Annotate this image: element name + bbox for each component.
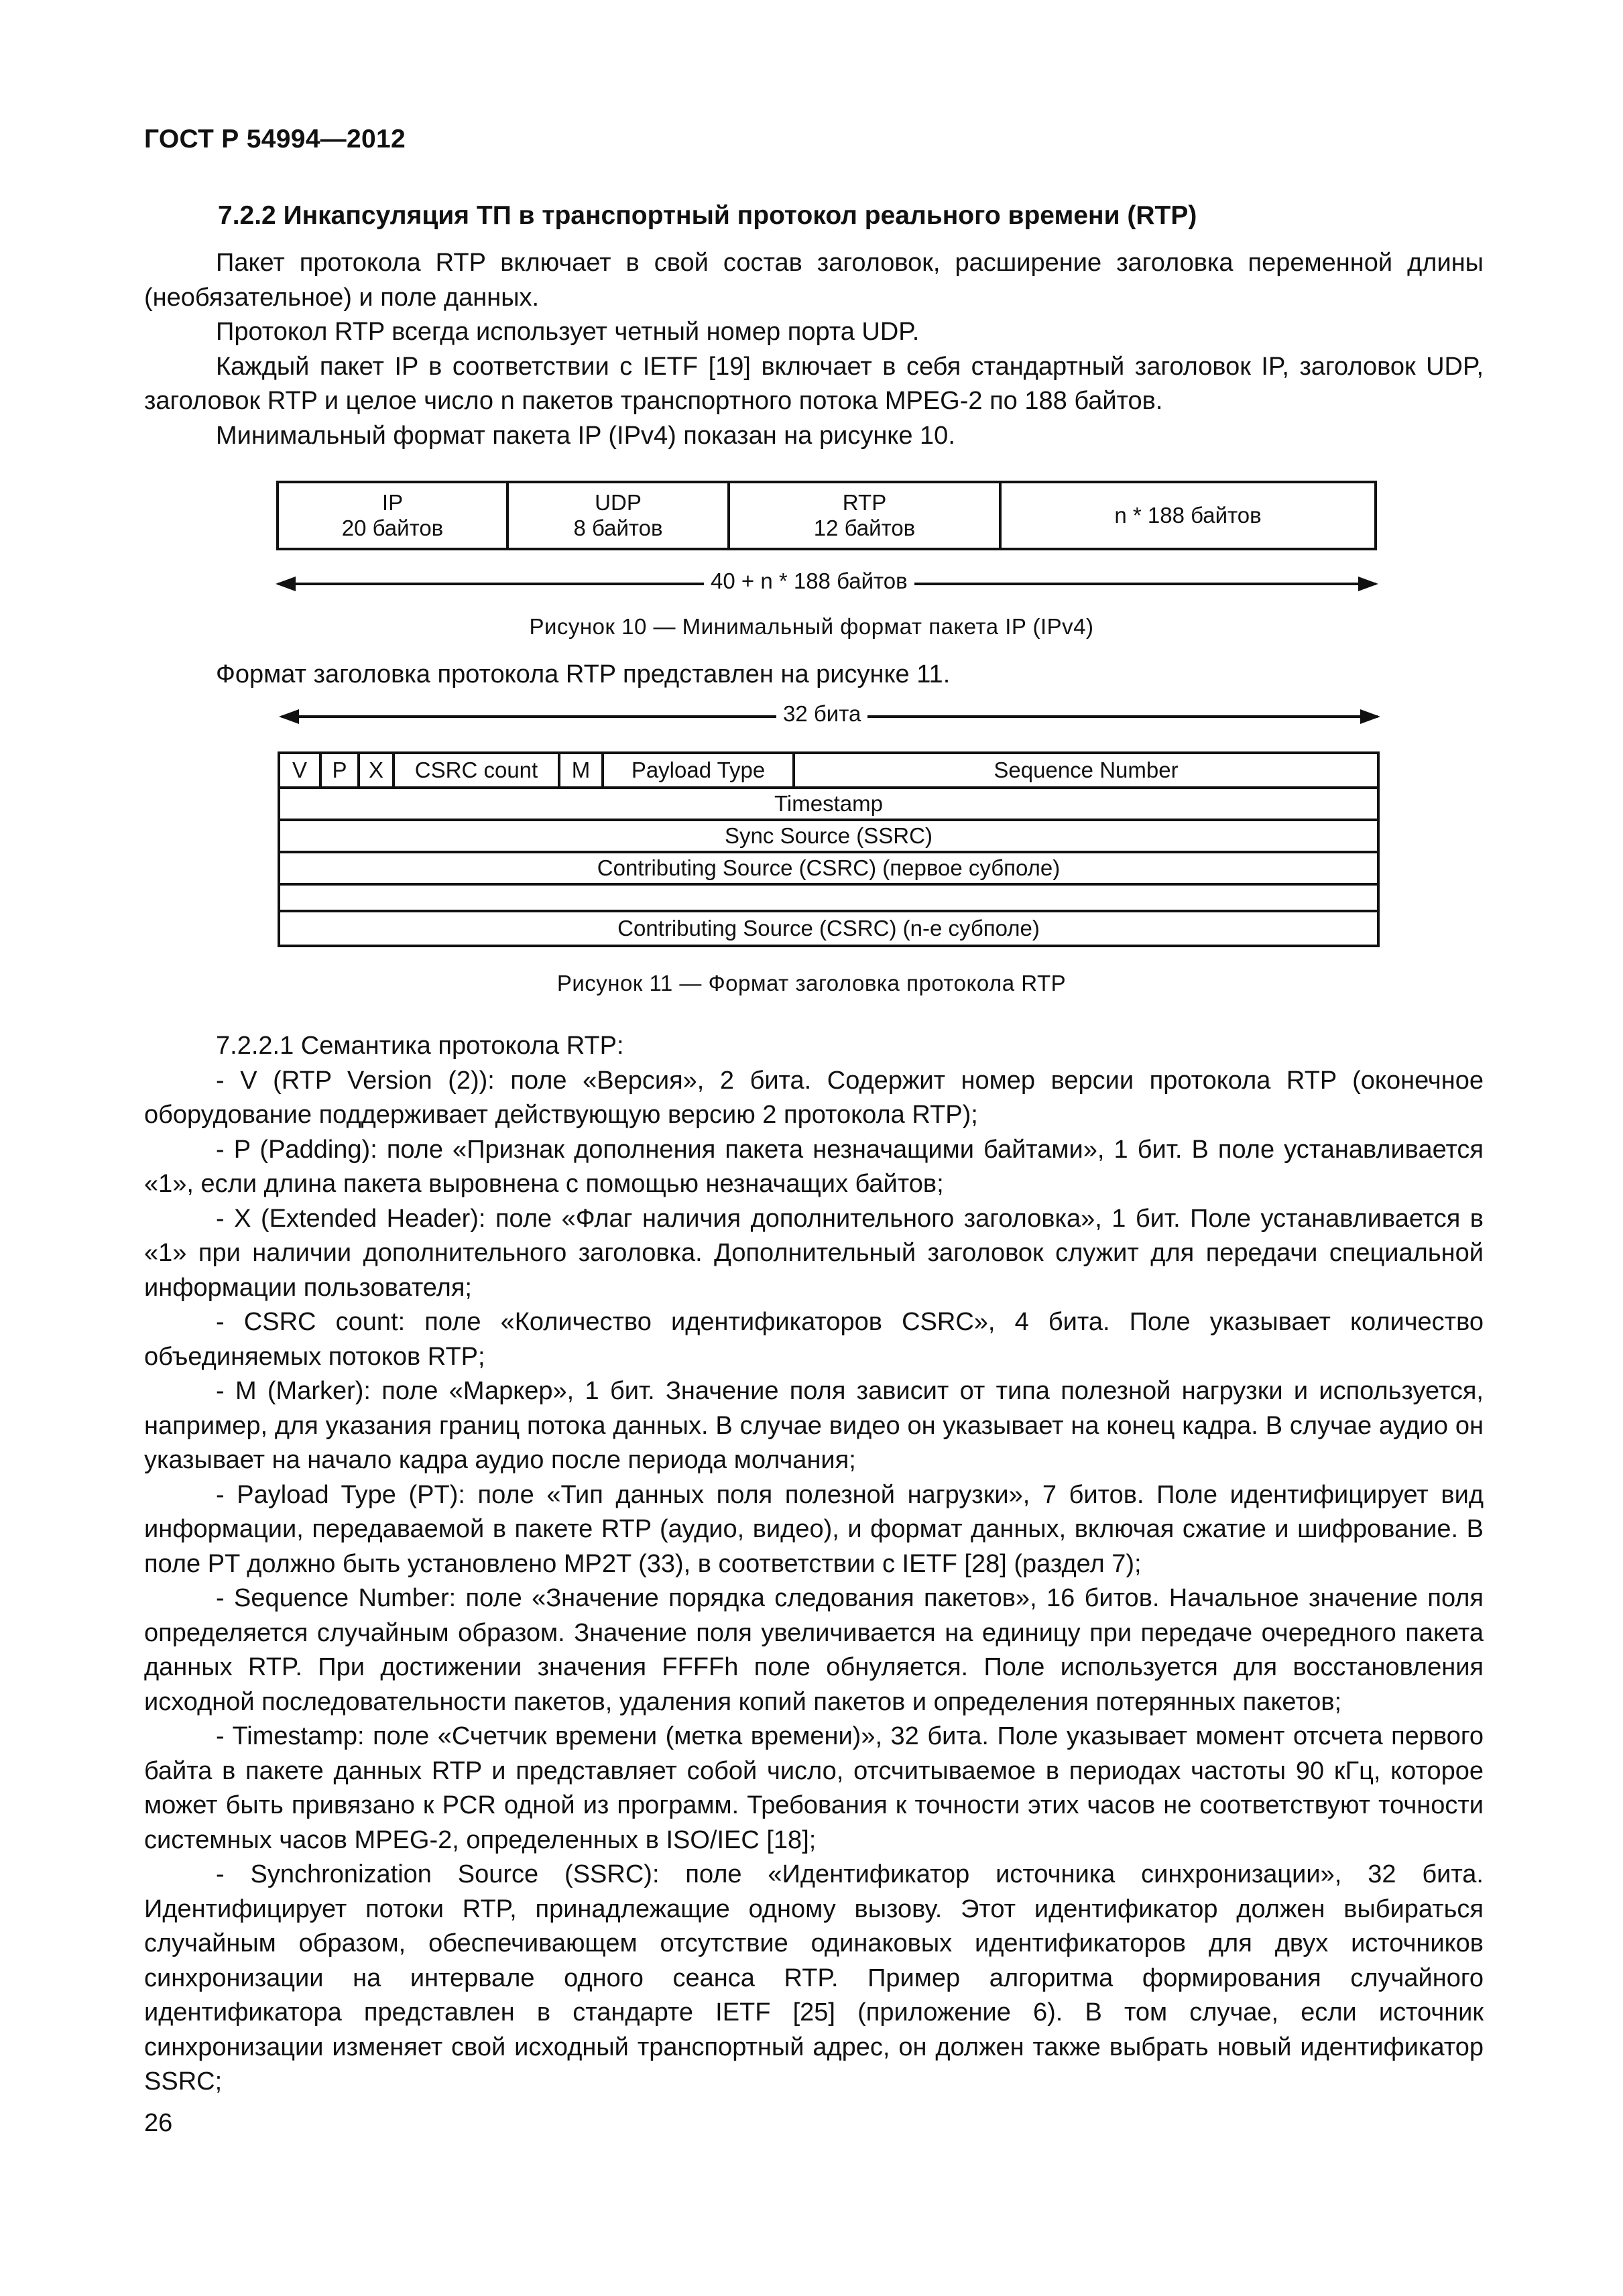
udp-header-cell [509, 483, 730, 548]
field-m: M [560, 754, 604, 786]
packet-length-label: 40 + n * 188 байтов [704, 568, 914, 594]
paragraph: Каждый пакет IP в соответствии с IETF [19] включает в себя стандартный заголовок IP, заголовок UDP, заголовок RTP и целое число n пакетов транспортного потока MPEG-2 по 188 байтов. [144, 352, 1484, 415]
page-number: 26 [144, 2109, 173, 2137]
cell-size: 12 байтов [813, 516, 916, 540]
cell-size: 20 байтов [341, 516, 444, 540]
document-id: ГОСТ Р 54994—2012 [144, 125, 406, 154]
rtp-header-cell [730, 483, 1002, 548]
field-x: X [360, 754, 395, 786]
field-payload-type: Payload Type [604, 754, 795, 786]
paragraph: Пакет протокола RTP включает в свой состав заголовок, расширение заголовка переменной длины (необязательное) и поле данных. [144, 249, 1484, 312]
field-csrc-count: CSRC count [395, 754, 560, 786]
figure-11-intro [144, 658, 1484, 692]
header-first-row [280, 754, 1377, 789]
list-item: - CSRC count: поле «Количество идентификаторов CSRC», 4 бита. Поле указывает количество объединяемых потоков RTP; [144, 1308, 1484, 1371]
list-item: - Synchronization Source (SSRC): поле «Идентификатор источника синхронизации», 32 бита. Идентифицирует потоки RTP, принадлежащие одному вызову. Этот идентификатор должен выбираться случайным образом, обеспечивающем отсутствие одинаковых идентификаторов для двух источников синхронизации на интервале одного сеанса RTP. Пример алгоритма формирования случайного идентификатора представлен в стандарте IETF [25] (приложение 6). В том случае, если источник синхронизации изменяет свой исходный транспортный адрес, он должен также выбрать новый идентификатор SSRC; [144, 1860, 1484, 2096]
paragraph: Минимальный формат пакета IP (IPv4) показан на рисунке 10. [216, 421, 955, 450]
field-csrc-nth: Contributing Source (CSRC) (n-е субполе) [617, 916, 1040, 941]
paragraph: Протокол RTP всегда использует четный номер порта UDP. [216, 318, 920, 346]
cell-size: 8 байтов [573, 516, 663, 540]
list-item: - M (Marker): поле «Маркер», 1 бит. Значение поля зависит от типа полезной нагрузки и используется, например, для указания границ потока данных. В случае видео он указывает на конец кадра. В случае аудио он указывает на начало кадра аудио после периода молчания; [144, 1377, 1484, 1474]
field-timestamp: Timestamp [280, 789, 1377, 821]
field-sequence-number: Sequence Number [994, 758, 1179, 782]
rtp-header-diagram [278, 751, 1380, 947]
figure-10-caption: Рисунок 10 — Минимальный формат пакета IP (IPv4) [529, 614, 1094, 639]
list-item: - P (Padding): поле «Признак дополнения пакета незначащими байтами», 1 бит. В поле устанавливается «1», если длина пакета выровнена с помощью незначащих байтов; [144, 1135, 1484, 1198]
intro-text [144, 246, 1484, 453]
semantics-text [144, 1029, 1484, 2100]
subsection-heading: 7.2.2.1 Семантика протокола RTP: [216, 1032, 624, 1060]
list-item: - Sequence Number: поле «Значение порядка следования пакетов», 16 битов. Начальное значение поля определяется случайным образом. Значение поля увеличивается на единицу при передаче очередного пакета данных RTP. При достижении значения FFFFh поле обнуляется. Поле используется для восстановления исходной последовательности пакетов, удаления копий пакетов и определения потерянных пакетов; [144, 1584, 1484, 1716]
word-width-label: 32 бита [776, 701, 867, 727]
list-item: - V (RTP Version (2)): поле «Версия», 2 бита. Содержит номер версии протокола RTP (оконечное оборудование поддерживает действующую версию 2 протокола RTP); [144, 1066, 1484, 1129]
figure-11-caption: Рисунок 11 — Формат заголовка протокола RTP [556, 971, 1067, 995]
cell-name: n * 188 байтов [1114, 503, 1262, 528]
cell-name: UDP [595, 490, 642, 515]
payload-cell [1002, 483, 1374, 548]
list-item: - X (Extended Header): поле «Флаг наличия дополнительного заголовка», 1 бит. Поле устанавливается в «1» при наличии дополнительного заголовка. Дополнительный заголовок служит для передачи специальной информации пользователя; [144, 1204, 1484, 1302]
field-csrc-first: Contributing Source (CSRC) (первое субполе) [280, 853, 1377, 886]
list-item: - Timestamp: поле «Счетчик времени (метка времени)», 32 бита. Поле указывает момент отсчета первого байта в пакете данных RTP и представляет собой число, отсчитываемое в периодах частоты 90 кГц, которое может быть привязано к PCR одной из программ. Требования к точности этих часов не соответствуют точности системных часов MPEG-2, определенных в ISO/IEC [18]; [144, 1722, 1484, 1854]
paragraph: Формат заголовка протокола RTP представлен на рисунке 11. [216, 660, 951, 688]
section-title: 7.2.2 Инкапсуляция ТП в транспортный протокол реального времени (RTP) [218, 201, 1197, 230]
field-v: V [280, 754, 322, 786]
field-p: P [322, 754, 360, 786]
ip-header-cell [279, 483, 509, 548]
cell-name: RTP [842, 490, 887, 515]
ip-packet-format-diagram [276, 481, 1377, 550]
list-item: - Payload Type (PT): поле «Тип данных поля полезной нагрузки», 7 битов. Поле идентифицирует вид информации, передаваемой в пакете RTP (аудио, видео), и формат данных, включая сжатие и шифрование. В поле PT должно быть установлено MP2T (33), в соответствии с IETF [28] (раздел 7); [144, 1480, 1484, 1578]
field-csrc-gap [280, 886, 1377, 912]
cell-name: IP [381, 490, 404, 515]
field-ssrc: Sync Source (SSRC) [280, 821, 1377, 853]
